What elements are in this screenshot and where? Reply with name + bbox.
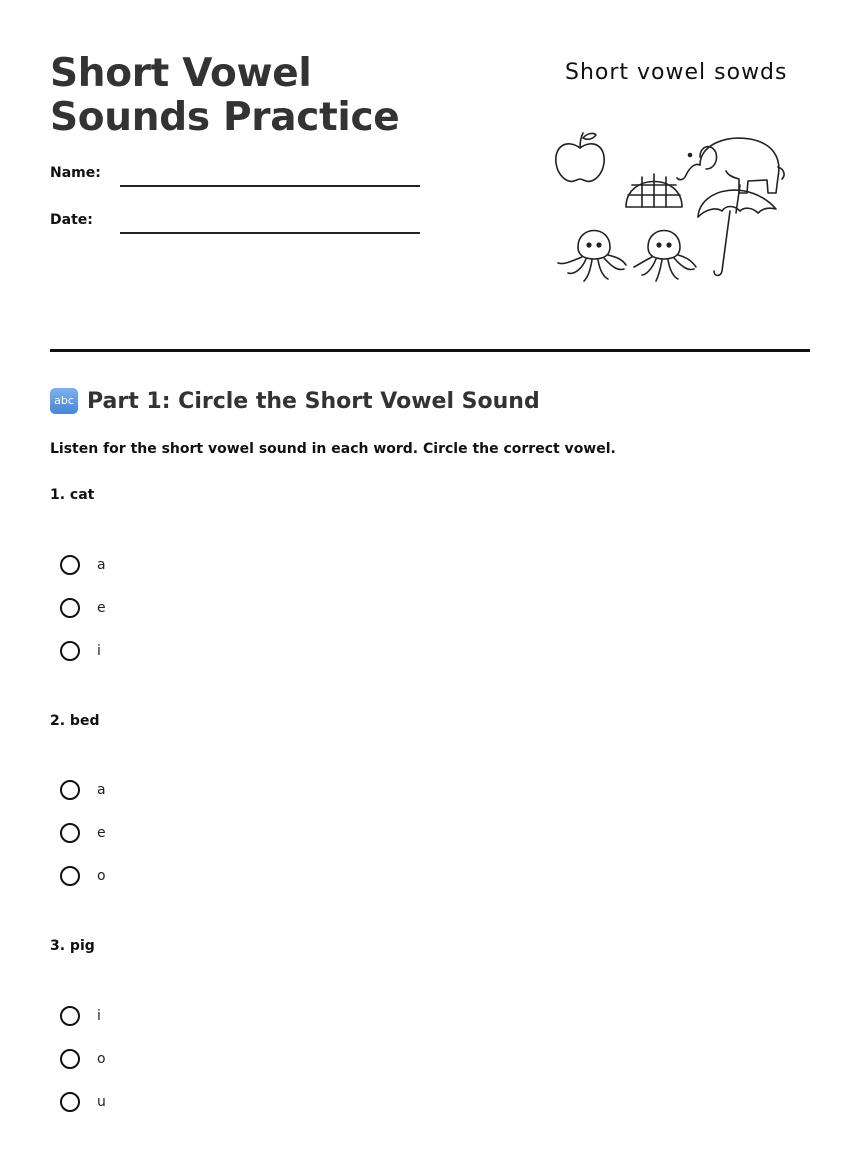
question-label: 3. pig xyxy=(50,938,95,954)
octopus-icon xyxy=(558,231,626,282)
abc-input-icon: abc xyxy=(50,388,78,414)
option-label: i xyxy=(97,643,101,659)
name-label: Name: xyxy=(50,165,101,181)
worksheet-page xyxy=(50,0,810,1161)
answer-option[interactable] xyxy=(60,863,106,889)
answer-option[interactable] xyxy=(60,777,106,803)
name-field xyxy=(50,162,420,186)
date-field xyxy=(50,209,420,233)
answer-option[interactable] xyxy=(60,595,106,621)
answer-option[interactable] xyxy=(60,1046,106,1072)
radio-circle[interactable] xyxy=(60,1006,80,1026)
radio-circle[interactable] xyxy=(60,1049,80,1069)
part1-instructions: Listen for the short vowel sound in each word. Circle the correct vowel. xyxy=(50,441,616,457)
radio-circle[interactable] xyxy=(60,823,80,843)
question-label: 2. bed xyxy=(50,713,100,729)
radio-circle[interactable] xyxy=(60,866,80,886)
radio-circle[interactable] xyxy=(60,780,80,800)
date-label: Date: xyxy=(50,212,93,228)
part1-heading xyxy=(50,388,540,414)
radio-circle[interactable] xyxy=(60,555,80,575)
apple-icon xyxy=(556,133,604,181)
elephant-icon xyxy=(677,138,784,193)
section-divider xyxy=(50,349,810,352)
vowel-illustration xyxy=(550,55,790,295)
answer-option[interactable] xyxy=(60,552,106,578)
date-input-line[interactable] xyxy=(120,232,420,234)
answer-option[interactable] xyxy=(60,1089,106,1115)
option-label: e xyxy=(97,600,106,616)
page-title: Short Vowel Sounds Practice xyxy=(50,51,400,140)
radio-circle[interactable] xyxy=(60,641,80,661)
option-label: o xyxy=(97,868,106,884)
option-label: i xyxy=(97,1008,101,1024)
option-label: a xyxy=(97,782,106,798)
answer-option[interactable] xyxy=(60,638,101,664)
part1-heading-text: Part 1: Circle the Short Vowel Sound xyxy=(87,388,540,414)
option-label: a xyxy=(97,557,106,573)
name-input-line[interactable] xyxy=(120,185,420,187)
radio-circle[interactable] xyxy=(60,598,80,618)
radio-circle[interactable] xyxy=(60,1092,80,1112)
option-label: e xyxy=(97,825,106,841)
question-label: 1. cat xyxy=(50,487,95,503)
igloo-icon xyxy=(626,174,682,207)
umbrella-icon xyxy=(698,185,776,276)
answer-option[interactable] xyxy=(60,1003,101,1029)
octopus-icon-2 xyxy=(634,231,696,282)
worksheet-header xyxy=(50,0,810,352)
answer-option[interactable] xyxy=(60,820,106,846)
illustration-caption: Short vowel sowds xyxy=(565,60,788,85)
option-label: u xyxy=(97,1094,106,1110)
option-label: o xyxy=(97,1051,106,1067)
